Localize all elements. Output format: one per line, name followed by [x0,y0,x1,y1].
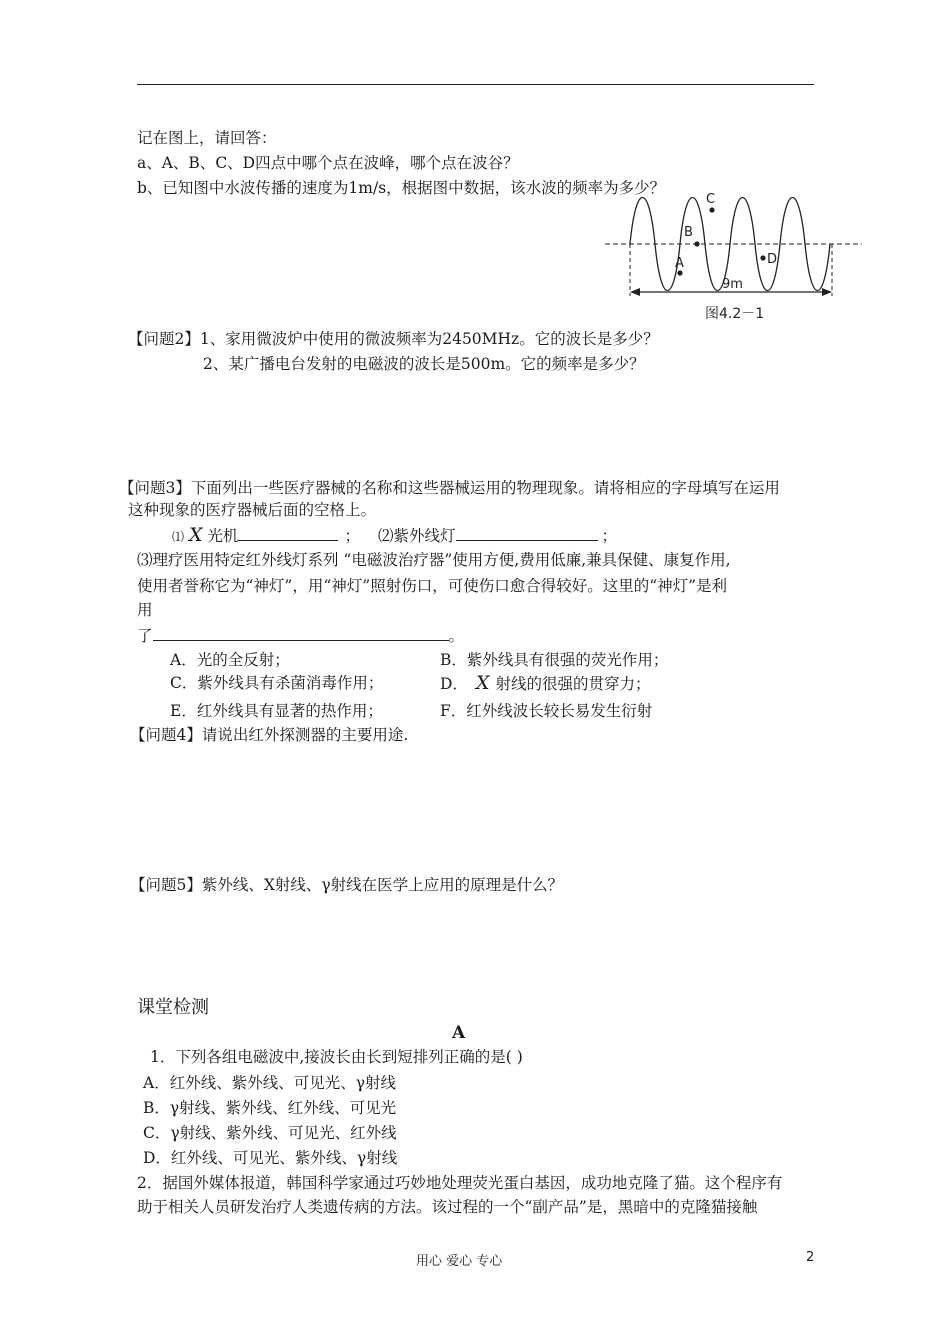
exam-q2-line1: 2．据国外媒体报道，韩国科学家通过巧妙地处理荧光蛋白基因，成功地克隆了猫。这个程序有 [137,1174,783,1192]
option-e: E．红外线具有显著的热作用； [170,702,383,720]
q3-item2 [378,525,617,546]
exam-q1-opt-b: B．γ射线、紫外线、红外线、可见光 [143,1099,397,1117]
q2-line2: 2、某广播电台发射的电磁波的波长是500m。它的频率是多少？ [203,355,645,373]
item3-prefix: 了 [137,627,153,645]
q3-item3-line1: ⑶理疗医用特定红外线灯系列 “电磁波治疗器”使用方便,费用低廉,兼具保健、康复作用, [137,551,731,569]
option-d-text: 射线的很强的贯穿力； [495,675,651,693]
q4-text: 【问题4】请说出红外探测器的主要用途. [130,726,409,744]
point-d [760,255,765,260]
exam-q1-opt-d: D．红外线、可见光、紫外线、γ射线 [143,1149,398,1167]
exam-q1-opt-a: A．红外线、紫外线、可见光、γ射线 [143,1074,396,1092]
exam-q2-line2: 助于相关人员研发治疗人类遗传病的方法。该过程的一个“副产品”是，黑暗中的克隆猫接触 [137,1198,758,1216]
label-d: D [767,252,778,267]
item2-text: ⑵紫外线灯 [378,527,456,545]
q3-line1: 【问题3】下面列出一些医疗器械的名称和这些器械运用的物理现象。请将相应的字母填写在运用 [119,479,780,497]
section-level: A [452,1023,466,1043]
x-ray-symbol: X [188,524,203,546]
item2-blank[interactable] [456,525,598,541]
option-f: F．红外线波长较长易发生衍射 [440,702,653,720]
label-a: A [675,256,684,271]
arrowhead-left [630,288,640,296]
option-d [440,673,650,694]
q1-part-b: b、已知图中水波传播的速度为1m/s，根据图中数据，该水波的频率为多少？ [137,179,666,197]
item1-text: 光机 [207,527,239,545]
option-d-x-symbol: X [475,672,490,694]
q5-text: 【问题5】紫外线、X射线、γ射线在医学上应用的原理是什么？ [130,876,564,894]
point-b [694,241,699,246]
point-c [709,207,714,212]
option-b: B．紫外线具有很强的荧光作用； [440,651,669,669]
q3-item3-line4 [137,625,464,646]
item1-prefix: ⑴ [172,530,185,544]
q1-intro: 记在图上，请回答： [137,129,277,147]
page-number: 2 [806,1250,815,1265]
exam-q1: 1．下列各组电磁波中,接波长由长到短排列正确的是( ) [150,1048,523,1066]
exam-q1-opt-c: C．γ射线、紫外线、可见光、红外线 [143,1124,397,1142]
q3-item3-line2: 使用者誉称它为“神灯”，用“神灯”照射伤口，可使伤口愈合得较好。这里的“神灯”是利 [137,577,728,595]
section-title: 课堂检测 [137,997,209,1018]
footer-motto: 用心 爱心 专心 [416,1254,503,1269]
label-b: B [684,225,693,240]
q3-line2: 这种现象的医疗器械后面的空格上。 [128,501,377,519]
item3-end: 。 [448,627,465,645]
option-d-prefix: D． [440,675,468,693]
arrowhead-right [822,288,832,296]
q1-part-a: a、A、B、C、D四点中哪个点在波峰，哪个点在波谷？ [137,154,519,172]
item2-sep: ； [601,527,618,545]
item1-sep: ； [344,527,360,545]
header-rule [137,84,814,85]
label-c: C [706,192,716,207]
point-a [677,270,682,275]
item3-blank[interactable] [153,625,449,641]
item1-blank[interactable] [238,525,338,541]
wave-figure [600,188,865,328]
option-a: A．光的全反射； [170,651,290,669]
figure-caption: 图4.2－1 [705,306,765,322]
distance-label: 9m [722,277,743,292]
option-c: C．紫外线具有杀菌消毒作用； [170,674,384,692]
q2-line1: 【问题2】1、家用微波炉中使用的微波频率为2450MHz。它的波长是多少？ [128,330,659,348]
q3-item3-line3: 用 [137,601,153,619]
q3-item1 [172,525,360,547]
